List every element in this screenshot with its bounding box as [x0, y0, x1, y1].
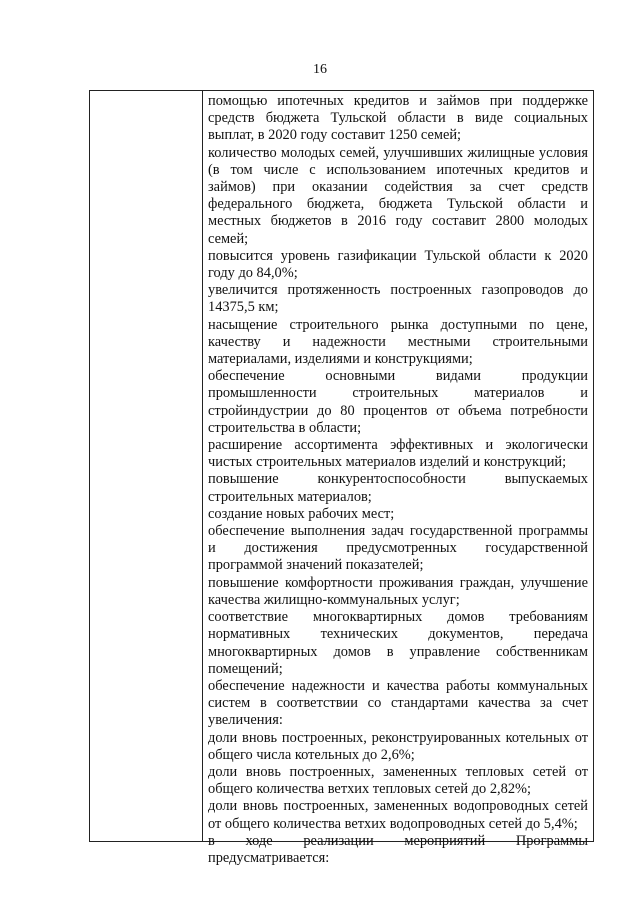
page-number: 16	[313, 62, 327, 77]
table-left-column	[90, 91, 203, 841]
paragraph: увеличится протяженность построенных газопроводов до 14375,5 км;	[208, 282, 588, 316]
paragraph: доли вновь построенных, замененных водопроводных сетей от общего количества ветхих водопроводных сетей до 5,4%;	[208, 798, 588, 832]
paragraph: повышение конкурентоспособности выпускаемых строительных материалов;	[208, 471, 588, 505]
paragraph: доли вновь построенных, реконструированных котельных от общего числа котельных до 2,6%;	[208, 729, 588, 763]
paragraph: помощью ипотечных кредитов и займов при поддержке средств бюджета Тульской области в виде социальных выплат, в 2020 году составит 1250 семей;	[208, 93, 588, 144]
paragraph: создание новых рабочих мест;	[208, 505, 395, 522]
results-table	[89, 90, 594, 866]
paragraph: повысится уровень газификации Тульской области к 2020 году до 84,0%;	[208, 247, 588, 282]
table-right-column	[203, 91, 593, 866]
paragraph: количество молодых семей, улучшивших жилищные условия (в том числе с использованием ипотечных кредитов и займов) при оказании содействия за счет средств федерального бюджета, бюджета Тульской области и местных бюджетов в 2016 году составит 2800 молодых семей;	[208, 144, 588, 247]
paragraph: повышение комфортности проживания граждан, улучшение качества жилищно-коммунальных услуг;	[208, 574, 588, 608]
paragraph: соответствие многоквартирных домов требованиям нормативных технических документов, передача многоквартирных домов в управление собственникам помещений;	[208, 609, 588, 677]
paragraph: насыщение строительного рынка доступными по цене, качеству и надежности местными строительными материалами, изделиями и конструкциями;	[208, 316, 588, 368]
paragraph: обеспечение основными видами продукции промышленности строительных материалов и стройиндустрии до 80 процентов от объема потребности строительства в области;	[208, 368, 588, 436]
paragraph: обеспечение выполнения задач государственной программы и достижения предусмотренных государственной программой значений показателей;	[208, 523, 588, 574]
paragraph: расширение ассортимента эффективных и экологически чистых строительных материалов изделий и конструкций;	[208, 437, 588, 471]
paragraph: доли вновь построенных, замененных тепловых сетей от общего количества ветхих тепловых сетей до 2,82%;	[208, 763, 588, 798]
paragraph: в ходе реализации мероприятий Программы предусматривается:	[208, 832, 588, 866]
paragraph: обеспечение надежности и качества работы коммунальных систем в соответствии со стандартами качества за счет увеличения:	[208, 677, 588, 729]
